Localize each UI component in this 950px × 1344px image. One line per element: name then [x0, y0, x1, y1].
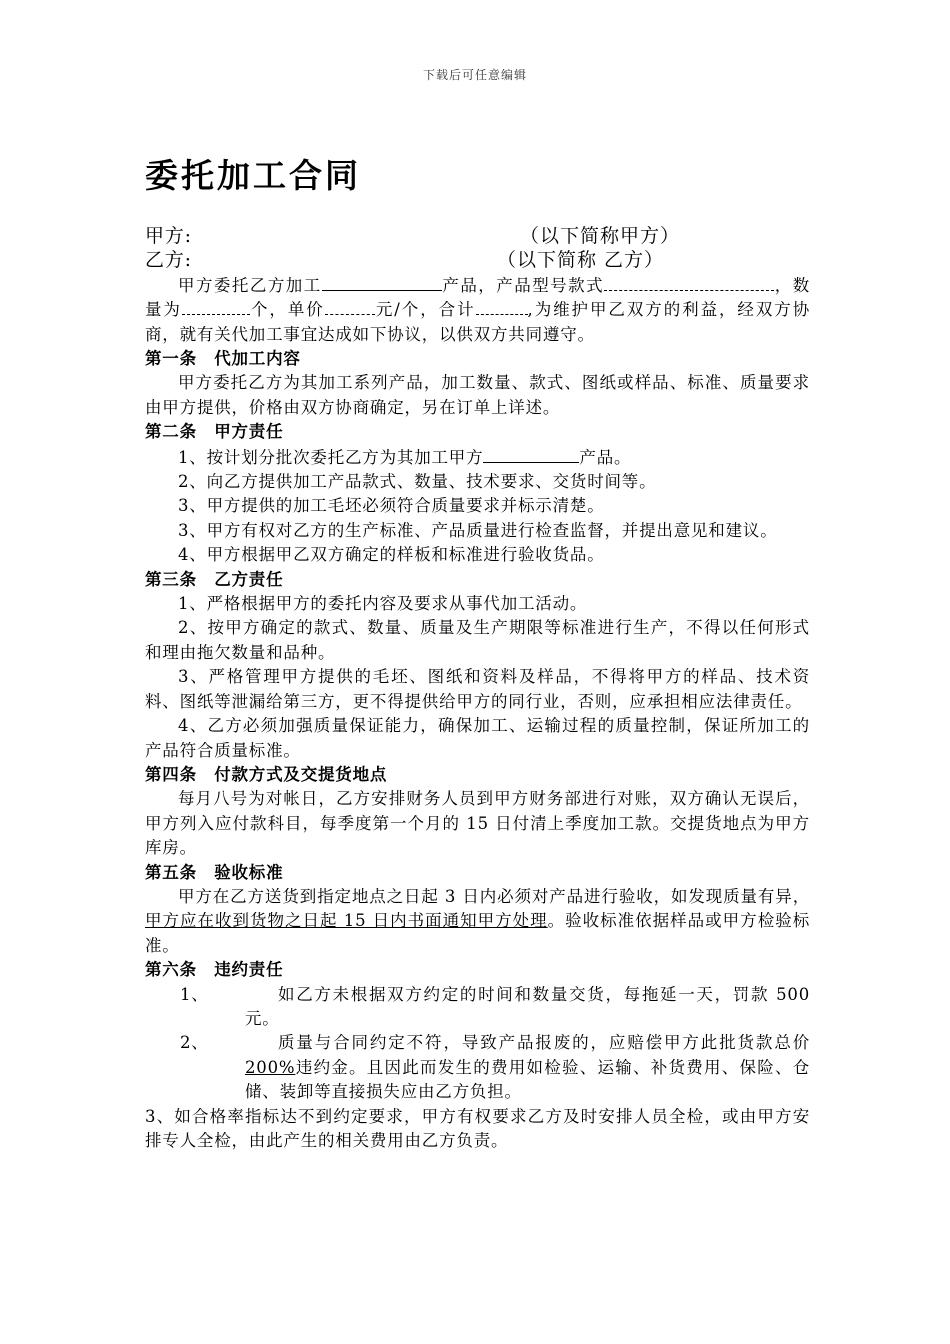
header-note: 下载后可任意编辑 — [422, 68, 527, 82]
section3-item1: 1、严格根据甲方的委托内容及要求从事代加工活动。 — [178, 594, 588, 614]
unit-price-blank — [325, 299, 375, 315]
section2-item5: 4、甲方根据甲乙双方确定的样板和标准进行验收货品。 — [178, 545, 605, 565]
section1-body: 甲方委托乙方为其加工系列产品，加工数量、款式、图纸或样品、标准、质量要求由甲方提供，价格由双方协商确定，另在订单上详述。 — [145, 373, 810, 417]
section6-item1-text: 如乙方未根据双方约定的时间和数量交货，每拖延一天，罚款 500 元。 — [245, 984, 810, 1028]
intro-paragraph: 甲方委托乙方加工 产品，产品型号款式 ，数量为 个，单价 元/个，合计 ,为维护甲乙双方的利益，经双方协商，就有关代加工事宜达成如下协议，以供双方共同遵守。 — [145, 273, 810, 347]
section2-item3: 3、甲方提供的加工毛坯必须符合质量要求并标示清楚。 — [178, 496, 605, 516]
section6-item2 — [145, 1031, 810, 1104]
section2-item2: 2、向乙方提供加工产品款式、数量、技术要求、交货时间等。 — [178, 472, 657, 492]
section4-body: 每月八号为对帐日，乙方安排财务人员到甲方财务部进行对账，双方确认无误后，甲方列入应付款科目，每季度第一个月的 15 日付清上季度加工款。交提货地点为甲方库房。 — [145, 789, 810, 858]
section3-heading: 第三条 乙方责任 — [145, 569, 284, 589]
contract-body — [145, 224, 810, 1153]
product-blank — [322, 273, 442, 291]
penalty-rate: 200% — [245, 1057, 296, 1077]
total-blank — [476, 299, 528, 315]
section6-item1 — [145, 983, 810, 1032]
party-b-note: （以下简称 乙方） — [497, 249, 665, 272]
section3-item4: 4、乙方必须加强质量保证能力，确保加工、运输过程的质量控制，保证所加工的产品符合质量标准。 — [145, 716, 810, 760]
section5-body: 甲方在乙方送货到指定地点之日起 3 日内必须对产品进行验收，如发现质量有异，甲方应在收到货物之日起 15 日内书面通知甲方处理。验收标准依据样品或甲方检验标准。 — [145, 886, 810, 955]
section4-heading: 第四条 付款方式及交提货地点 — [145, 764, 388, 784]
section6-item1-number: 1、 — [180, 984, 209, 1004]
section6-heading: 第六条 违约责任 — [145, 960, 284, 980]
party-a-line — [145, 224, 810, 248]
quantity-blank — [182, 299, 250, 315]
party-b-label: 乙方: — [145, 249, 192, 272]
section6-item2-text: 质量与合同约定不符，导致产品报废的，应赔偿甲方此批货款总价200%违约金。且因此而发生的费用如检验、运输、补货费用、保险、仓储、装卸等直接损失应由乙方负担。 — [245, 1033, 810, 1102]
section2-item1: 1、按计划分批次委托乙方为其加工甲方 产品。 — [145, 445, 810, 470]
model-blank — [604, 275, 774, 291]
section6-item2-number: 2、 — [180, 1033, 209, 1053]
section2-item4: 3、甲方有权对乙方的生产标准、产品质量进行检查监督，并提出意见和建议。 — [178, 520, 778, 540]
party-b-line — [145, 248, 810, 272]
product-blank-2 — [483, 445, 579, 463]
section3-item3: 3、严格管理甲方提供的毛坯、图纸和资料及样品，不得将甲方的样品、技术资料、图纸等泄漏给第三方，更不得提供给甲方的同行业，否则，应承担相应法律责任。 — [145, 667, 810, 711]
section1-heading: 第一条 代加工内容 — [145, 349, 301, 368]
contract-title: 委托加工合同 — [145, 156, 361, 195]
notice-clause: 甲方应在收到货物之日起 15 日内书面通知甲方处理 — [145, 911, 548, 931]
party-a-label: 甲方: — [145, 225, 192, 247]
section2-heading: 第二条 甲方责任 — [145, 422, 284, 442]
section3-item2: 2、按甲方确定的款式、数量、质量及生产期限等标准进行生产，不得以任何形式和理由拖欠数量和品种。 — [145, 618, 810, 662]
section5-heading: 第五条 验收标准 — [145, 862, 284, 882]
section6-item3: 3、如合格率指标达不到约定要求，甲方有权要求乙方及时安排人员全检，或由甲方安排专人全检，由此产生的相关费用由乙方负责。 — [145, 1106, 810, 1150]
party-a-note: （以下简称甲方） — [520, 225, 681, 247]
